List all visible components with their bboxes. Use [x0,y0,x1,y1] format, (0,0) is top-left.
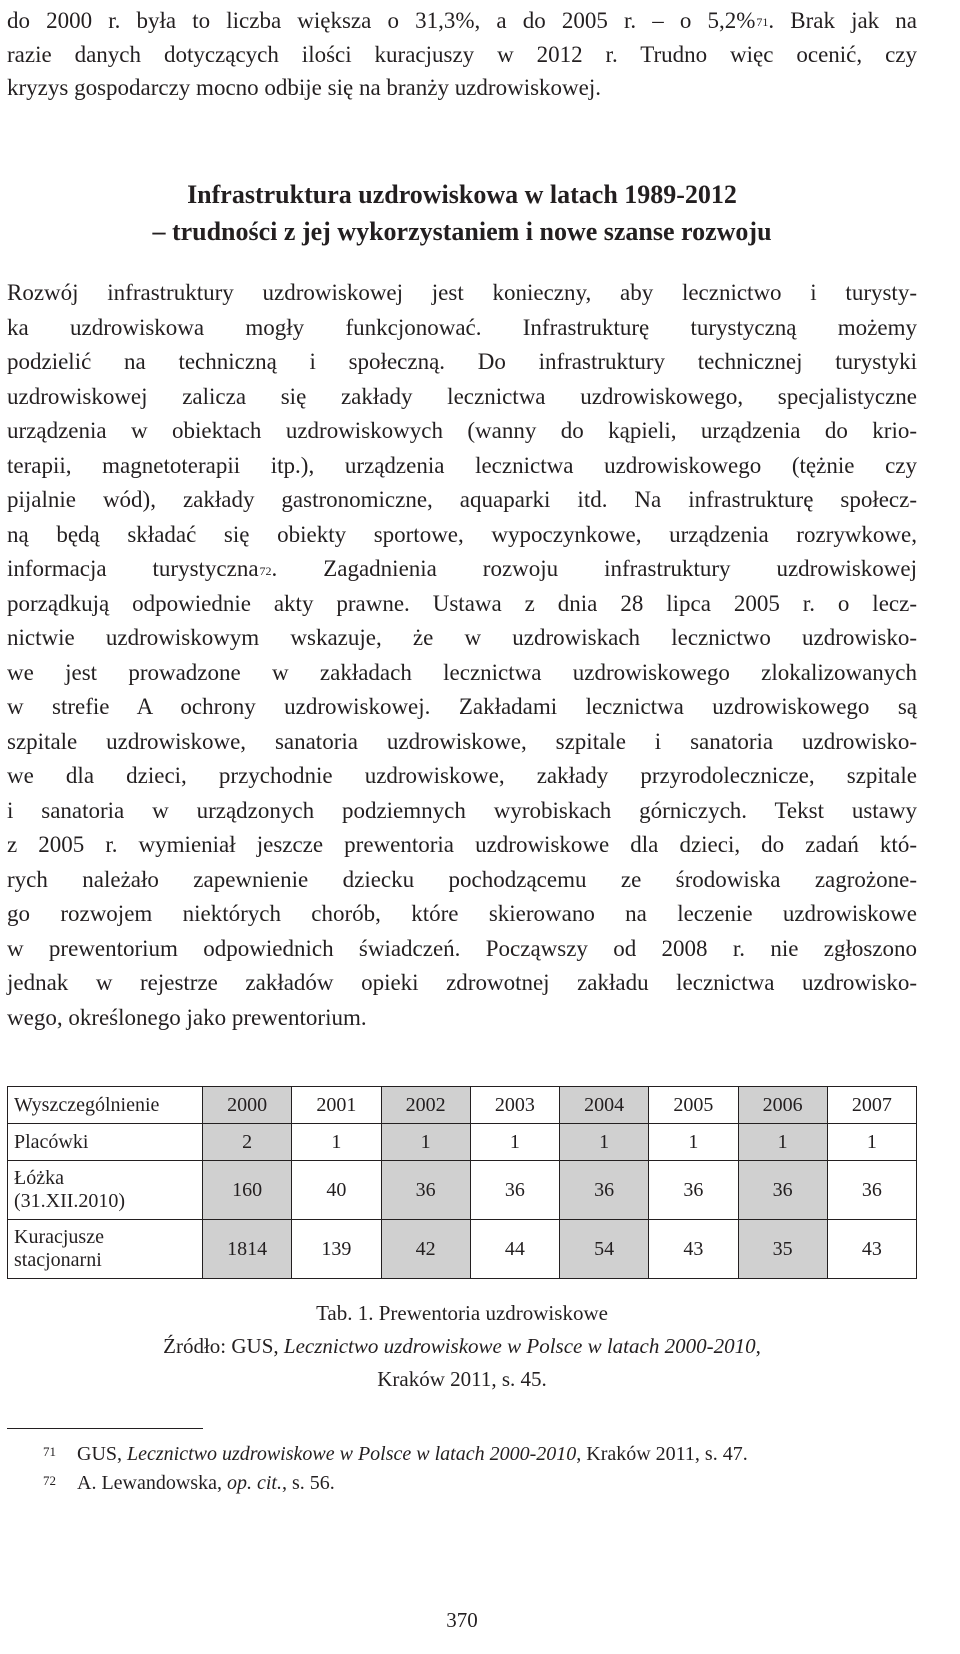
body-line: ka uzdrowiskowa mogły funkcjonować. Infrastrukturę turystyczną możemy [7,314,917,340]
table-cell: 40 [292,1161,381,1220]
body-line: porządkują odpowiednie akty prawne. Ustawa z dnia 28 lipca 2005 r. o lecz- [7,590,917,616]
row-label-line-1: Łóżka [14,1167,64,1189]
table-cell: 1 [470,1124,559,1161]
caption-source-line-2: Kraków 2011, s. 45. [377,1367,547,1391]
table-row [8,1124,917,1161]
footnote-title: Lecznictwo uzdrowiskowe w Polsce w latach 2000-2010 [127,1443,577,1465]
footnote-text-b: , s. 56. [281,1472,335,1494]
footnote-divider [7,1428,203,1429]
table-cell: 1 [381,1124,470,1161]
body-line: i sanatoria w urządzonych podziemnych wyrobiskach górniczych. Tekst ustawy [7,797,917,823]
table-header-year: 2007 [827,1087,916,1124]
row-label-line-2: stacjonarni [14,1249,102,1271]
table-cell: 1814 [203,1220,292,1279]
section-heading [7,176,917,250]
row-label-line-1: Kuracjusze [14,1226,104,1248]
footnote-72 [7,1469,917,1498]
footnote-text-a: A. Lewandowska, [77,1472,227,1494]
table-cell: 42 [381,1220,470,1279]
intro-line-1b: . Brak jak na [768,8,918,33]
table-row [8,1161,917,1220]
table-header-year: 2004 [560,1087,649,1124]
heading-line-2: – trudności z jej wykorzystaniem i nowe szanse rozwoju [152,217,772,246]
table-header-year: 2001 [292,1087,381,1124]
intro-paragraph [7,4,917,105]
table-cell: 54 [560,1220,649,1279]
body-line: wego, określonego jako prewentorium. [7,1004,367,1030]
table-cell: 43 [827,1220,916,1279]
footnote-number: 72 [43,1473,56,1488]
table-header-year: 2003 [470,1087,559,1124]
footnote-ref-71[interactable]: 71 [756,15,769,29]
body-line: Rozwój infrastruktury uzdrowiskowej jest konieczny, aby lecznictwo i turysty- [7,280,917,305]
body-line: jednak w rejestrze zakładów opieki zdrowotnej zakładu lecznictwa uzdrowisko- [7,970,917,995]
table-cell: 1 [738,1124,827,1161]
table-cell: 36 [560,1161,649,1220]
table-cell: 1 [649,1124,738,1161]
body-line: terapii, magnetoterapii itp.), urządzenia lecznictwa uzdrowiskowego (tężnie czy [7,452,917,478]
body-line: w strefie A ochrony uzdrowiskowej. Zakładami lecznictwa uzdrowiskowego są [7,694,917,719]
body-line-9a: informacja turystyczna [7,556,259,581]
table-header-year: 2006 [738,1087,827,1124]
table-header-year: 2005 [649,1087,738,1124]
body-line-9b: . Zagadnienia rozwoju infrastruktury uzdrowiskowej [271,556,917,581]
table-cell: 36 [827,1161,916,1220]
body-paragraph [7,276,917,1035]
table-row [8,1220,917,1279]
table-header-label: Wyszczególnienie [8,1087,203,1124]
heading-line-1: Infrastruktura uzdrowiskowa w latach 1989-2012 [187,180,737,209]
intro-line-1a: do 2000 r. była to liczba większa o 31,3%, a do 2005 r. – o 5,2% [7,8,756,33]
table-cell: 139 [292,1220,381,1279]
footnote-number: 71 [43,1444,56,1459]
body-line: ną będą składać się obiekty sportowe, wypoczynkowe, urządzenia rozrywkowe, [7,521,917,547]
table-cell: 36 [381,1161,470,1220]
table-cell: 1 [292,1124,381,1161]
table-caption [7,1297,917,1396]
table-cell: 2 [203,1124,292,1161]
page-number: 370 [446,1608,478,1632]
caption-source-a: Źródło: GUS, [163,1334,284,1358]
footnotes [7,1440,917,1498]
body-line: nictwie uzdrowiskowym wskazuje, że w uzdrowiskach lecznictwo uzdrowisko- [7,625,917,650]
body-line: szpitale uzdrowiskowe, sanatoria uzdrowiskowe, szpitale i sanatoria uzdrowisko- [7,728,917,754]
body-line: we dla dzieci, przychodnie uzdrowiskowe, zakłady przyrodolecznicze, szpitale [7,763,917,788]
table-cell: 36 [470,1161,559,1220]
body-line: rych należało zapewnienie dziecku pochodzącemu ze środowiska zagrożone- [7,866,917,892]
caption-title: Tab. 1. Prewentoria uzdrowiskowe [316,1301,608,1325]
table-cell: 160 [203,1161,292,1220]
table-cell: 43 [649,1220,738,1279]
table-cell: 1 [827,1124,916,1161]
footnote-ref-72[interactable]: 72 [259,564,272,578]
body-line: z 2005 r. wymieniał jeszcze prewentoria uzdrowiskowe dla dzieci, do zadań któ- [7,832,917,857]
table-cell: 36 [649,1161,738,1220]
body-line: go rozwojem niektórych chorób, które skierowano na leczenie uzdrowiskowe [7,901,917,926]
body-line: urządzenia w obiektach uzdrowiskowych (wanny do kąpieli, urządzenia do krio- [7,418,917,443]
table-header-year: 2002 [381,1087,470,1124]
table-header-year: 2000 [203,1087,292,1124]
table-cell: 35 [738,1220,827,1279]
body-line: w prewentorium odpowiednich świadczeń. Począwszy od 2008 r. nie zgłoszono [7,935,917,961]
table-row-label [8,1161,203,1220]
caption-source-title: Lecznictwo uzdrowiskowe w Polsce w latach 2000-2010 [283,1334,756,1358]
caption-source-b: , [755,1334,761,1358]
row-label-line-2: (31.XII.2010) [14,1190,126,1212]
data-table [7,1086,917,1279]
table-cell: 1 [560,1124,649,1161]
body-line-with-footnote [7,552,917,587]
table-cell: 36 [738,1161,827,1220]
footnote-title: op. cit. [226,1472,282,1494]
footnote-text-a: GUS, [77,1443,128,1465]
table-cell: 44 [470,1220,559,1279]
caption-source [7,1330,917,1363]
table-row-label [8,1220,203,1279]
table-row-label: Placówki [8,1124,203,1161]
intro-line-2: razie danych dotyczących ilości kuracjuszy w 2012 r. Trudno więc ocenić, czy [7,41,917,67]
body-line: podzielić na techniczną i społeczną. Do infrastruktury technicznej turystyki [7,349,917,374]
body-line: pijalnie wód), zakłady gastronomiczne, aquaparki itd. Na infrastrukturę społecz- [7,487,917,512]
footnote-text-b: , Kraków 2011, s. 47. [576,1443,748,1465]
intro-line-3: kryzys gospodarczy mocno odbije się na branży uzdrowiskowej. [7,75,602,100]
body-line: uzdrowiskowej zalicza się zakłady lecznictwa uzdrowiskowego, specjalistyczne [7,383,917,409]
body-line: we jest prowadzone w zakładach lecznictwa uzdrowiskowego zlokalizowanych [7,659,917,685]
footnote-71 [7,1440,917,1469]
table-header-row [8,1087,917,1124]
